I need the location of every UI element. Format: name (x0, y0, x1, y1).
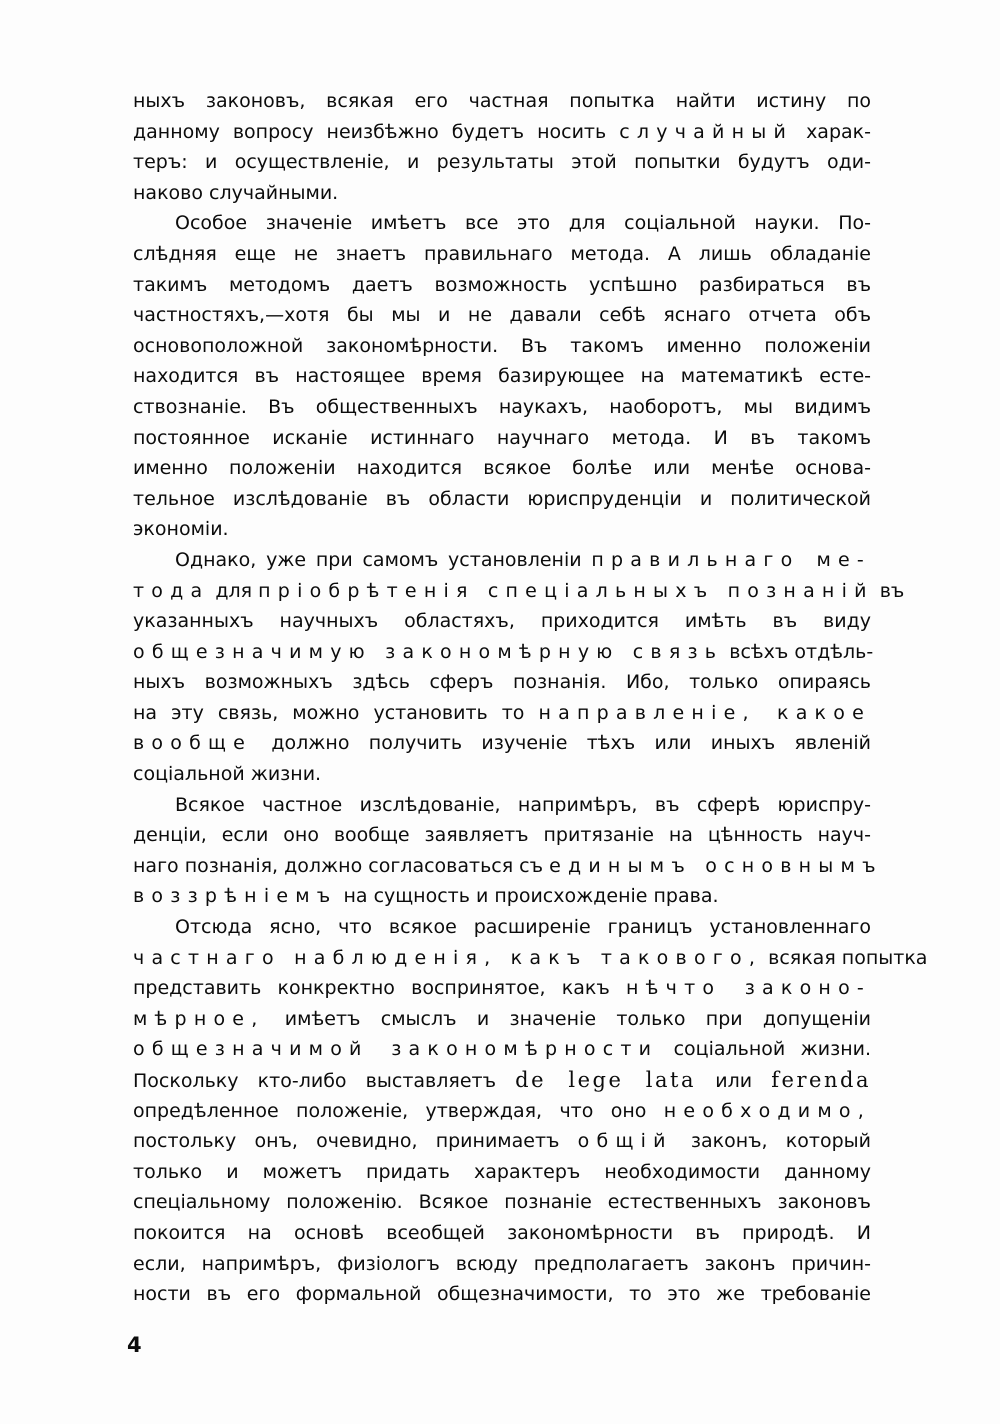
text-run: теръ: и осуществленіе, и результаты этой попытки будутъ оди- (133, 151, 871, 174)
text-line (133, 1157, 871, 1188)
text-run: или (696, 1070, 772, 1092)
text-line (133, 606, 871, 637)
text-run: Поскольку кто-либо выставляетъ (133, 1070, 516, 1092)
spaced-emphasis: мѣрное, (133, 1007, 265, 1030)
text-line (133, 576, 905, 607)
text-line (133, 820, 871, 851)
text-run: соціальной жизни. (658, 1038, 872, 1061)
text-line (133, 1126, 871, 1157)
text-line (133, 912, 871, 943)
text-line (133, 270, 871, 301)
text-run: указанныхъ научныхъ областяхъ, приходится имѣть въ виду (133, 610, 871, 633)
text-run: частностяхъ,—хотя бы мы и не давали себѣ яснаго отчета объ (133, 304, 871, 327)
text-line (133, 86, 871, 117)
text-line (133, 943, 928, 974)
text-line (133, 698, 871, 729)
spaced-emphasis: направленіе, какое (538, 701, 872, 724)
spaced-emphasis: общій (577, 1130, 673, 1153)
paragraph (133, 790, 883, 912)
text-run: должно получить изученіе тѣхъ или иныхъ явленій (252, 732, 871, 755)
text-run: именно положеніи находится всякое болѣе или менѣе основа- (133, 457, 871, 480)
text-run: для (209, 579, 259, 602)
text-line (133, 637, 874, 668)
text-line (133, 759, 871, 790)
text-run: покоится на основѣ всеобщей закономѣрности въ природѣ. И (133, 1221, 871, 1244)
text-run: представить конкректно воспринятое, какъ (133, 977, 627, 1000)
spaced-emphasis: пріобрѣтенія спеціальныхъ познаній (258, 579, 874, 602)
text-line (133, 1004, 871, 1035)
text-run: харак- (793, 120, 871, 143)
spaced-emphasis: единымъ основнымъ (549, 854, 883, 877)
text-line (133, 514, 871, 545)
spaced-emphasis: случайный (619, 120, 794, 143)
text-line (133, 147, 871, 178)
text-line (133, 178, 871, 209)
spaced-emphasis: вообще (133, 732, 253, 755)
page-number: 4 (127, 1333, 142, 1357)
paragraph (133, 912, 928, 1310)
text-run: наково случайными. (133, 181, 339, 204)
text-line (133, 667, 871, 698)
text-line (133, 728, 871, 759)
text-run: экономіи. (133, 518, 229, 541)
text-line (133, 1187, 871, 1218)
text-run: Особое значеніе имѣетъ все это для соціальной науки. По- (175, 212, 871, 235)
text-run: на сущность и происхожденіе права. (337, 885, 719, 908)
text-run: наго познанія, должно согласоваться съ (133, 854, 550, 877)
text-run: основоположной закономѣрности. Въ такомъ именно положеніи (133, 334, 871, 357)
spaced-emphasis: воззрѣніемъ (133, 885, 338, 908)
text-run: тельное изслѣдованіе въ области юриспруденціи и политической (133, 487, 871, 510)
spaced-emphasis: необходимо, (663, 1099, 871, 1122)
text-line (133, 484, 871, 515)
text-line (133, 1096, 871, 1127)
text-run: Всякое частное изслѣдованіе, напримѣръ, въ сферѣ юриспру- (175, 793, 871, 816)
text-run: если, напримѣръ, физіологъ всюду предполагаетъ законъ причин- (133, 1252, 871, 1275)
text-line (133, 1279, 871, 1310)
text-line (133, 331, 871, 362)
text-run: слѣдняя еще не знаетъ правильнаго метода. А лишь обладаніе (133, 242, 871, 265)
text-run: ныхъ возможныхъ здѣсь сферъ познанія. Ибо, только опираясь (133, 671, 871, 694)
text-line (133, 423, 871, 454)
spaced-emphasis: общезначимую закономѣрную связь (133, 640, 724, 663)
text-line (133, 117, 871, 148)
text-run: опредѣленное положеніе, утверждая, что оно (133, 1099, 664, 1122)
text-line (133, 1034, 871, 1065)
text-line (133, 790, 871, 821)
spaced-emphasis: частнаго наблюденія, какъ такового, (133, 946, 763, 969)
text-line (133, 208, 871, 239)
text-run: Отсюда ясно, что всякое расширеніе границъ установленнаго (175, 916, 871, 939)
text-run: законъ, который (672, 1130, 871, 1153)
text-line (133, 300, 871, 331)
latin-phrase: ferenda (771, 1068, 872, 1092)
paragraph (133, 545, 905, 790)
text-run: такимъ методомъ даетъ возможность успѣшно разбираться въ (133, 273, 871, 296)
text-run: ности въ его формальной общезначимости, то это же требованіе (133, 1283, 871, 1306)
text-run: соціальной жизни. (133, 763, 322, 786)
text-line (133, 1249, 871, 1280)
text-run: ныхъ законовъ, всякая его частная попытка найти истину по (133, 90, 871, 112)
text-run: Однако, уже при самомъ установленіи (175, 548, 592, 571)
spaced-emphasis: общезначимой закономѣрности (133, 1038, 659, 1061)
text-run: постоянное исканіе истиннаго научнаго метода. И въ такомъ (133, 426, 871, 449)
paragraph (133, 208, 871, 545)
spaced-emphasis: тода (133, 579, 210, 602)
spaced-emphasis: правильнаго ме- (591, 548, 871, 571)
text-run: денціи, если оно вообще заявляетъ притязаніе на цѣнность науч- (133, 824, 871, 847)
text-run: находится въ настоящее время базирующее на математикѣ есте- (133, 365, 871, 388)
text-run: только и можетъ придать характеръ необходимости данному (133, 1160, 871, 1183)
text-line (133, 392, 871, 423)
text-line (133, 453, 871, 484)
text-run: всякая попытка (762, 946, 928, 969)
paragraph (133, 86, 871, 208)
text-run: постольку онъ, очевидно, принимаетъ (133, 1130, 578, 1153)
body-text (133, 86, 928, 1310)
text-run: ствознаніе. Въ общественныхъ наукахъ, наоборотъ, мы видимъ (133, 395, 871, 418)
text-line (133, 1218, 871, 1249)
text-line (133, 1065, 871, 1096)
text-line (133, 239, 871, 270)
text-line (133, 361, 871, 392)
text-line (133, 545, 871, 576)
text-run: на эту связь, можно установить то (133, 701, 539, 724)
text-run: имѣетъ смыслъ и значеніе только при допущеніи (264, 1007, 871, 1030)
spaced-emphasis: нѣчто законо- (626, 977, 871, 1000)
text-run: спеціальному положенію. Всякое познаніе естественныхъ законовъ (133, 1191, 871, 1214)
text-run: данному вопросу неизбѣжно будетъ носить (133, 120, 620, 143)
text-line (133, 973, 871, 1004)
text-line (133, 881, 871, 912)
text-run: всѣхъ отдѣль- (723, 640, 874, 663)
text-run: въ (873, 579, 905, 602)
text-line (133, 851, 883, 882)
latin-phrase: de lege lata (515, 1068, 697, 1092)
